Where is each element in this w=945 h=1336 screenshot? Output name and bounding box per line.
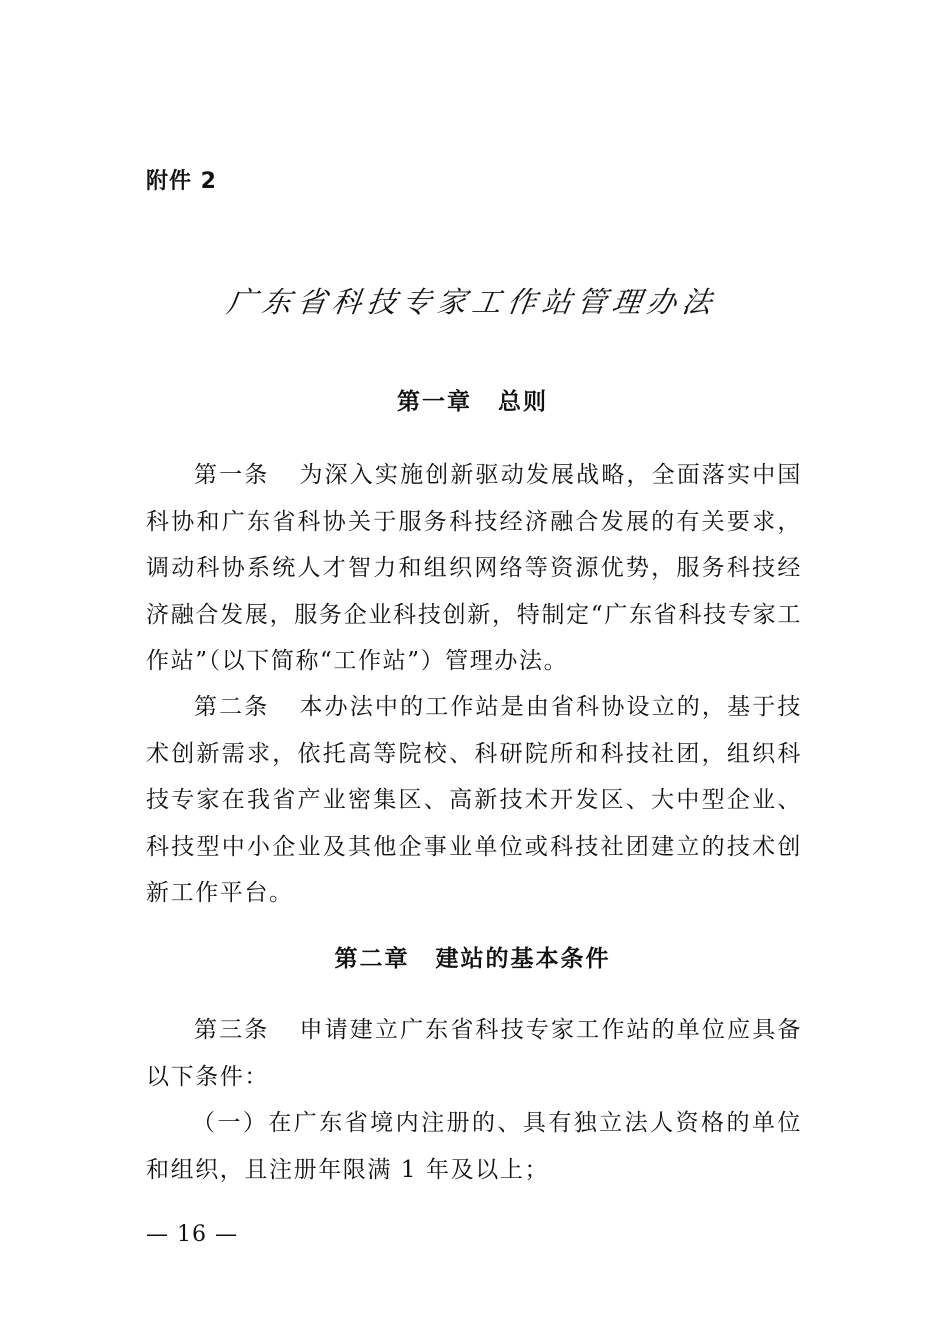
attachment-label: 附件 2 [146,169,217,194]
chapter-name: 建站的基本条件 [435,945,611,972]
article-2 [146,684,802,917]
chapter-name: 总则 [498,388,548,415]
page-number: — 16 — [146,1222,238,1247]
article-label: 第一条 [194,462,270,488]
article-label: 第三条 [194,1017,270,1043]
article-text: 申请建立广东省科技专家工作站的单位应具备以下条件： [146,1017,802,1090]
chapter-heading-1 [0,383,945,416]
article-1 [146,452,802,685]
chapter-number: 第一章 [397,388,472,415]
document-title: 广东省科技专家工作站管理办法 [224,285,720,319]
chapter-number: 第二章 [334,945,410,972]
article-text: 为深入实施创新驱动发展战略，全面落实中国科协和广东省科协关于服务科技经济融合发展的有关要求，调动科协系统人才智力和组织网络等资源优势，服务科技经济融合发展，服务企业科技创新，特制定“广东省科技专家工作站”（以下简称“工作站”）管理办法。 [146,462,802,674]
article-text: 本办法中的工作站是由省科协设立的，基于技术创新需求，依托高等院校、科研院所和科技社团，组织科技专家在我省产业密集区、高新技术开发区、大中型企业、科技型中小企业及其他企事业单位或科技社团建立的技术创新工作平台。 [146,694,802,906]
chapter-heading-2 [0,940,945,973]
article-3 [146,1007,802,1100]
article-label: 第二条 [194,694,270,720]
condition-item-1: （一）在广东省境内注册的、具有独立法人资格的单位和组织，且注册年限满 1 年及以上； [146,1110,802,1183]
